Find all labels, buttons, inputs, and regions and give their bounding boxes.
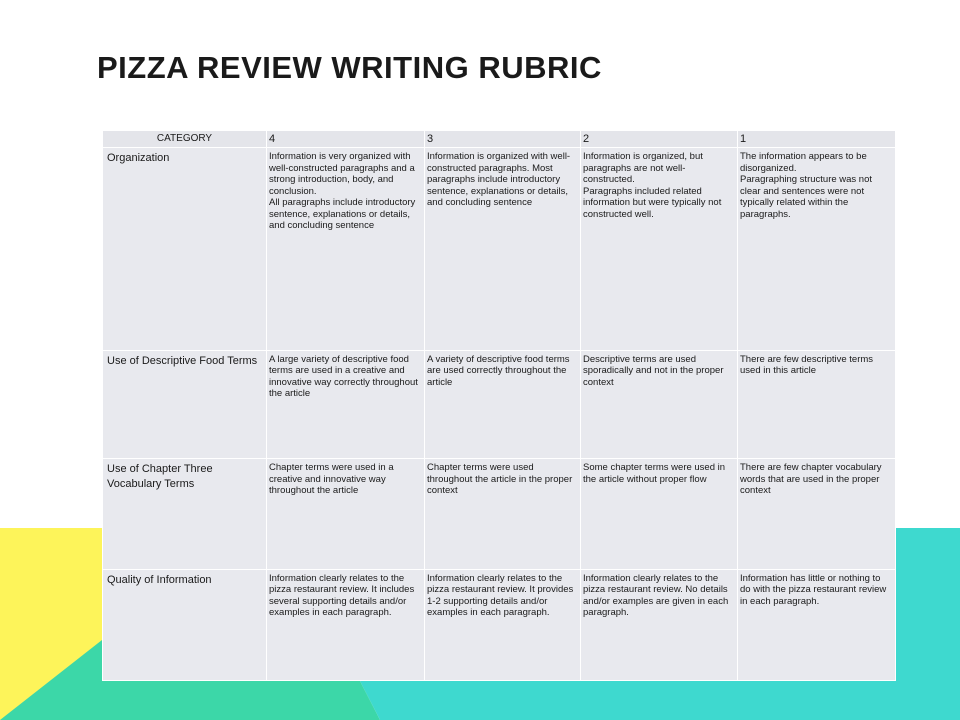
criteria-cell-4: A large variety of descriptive food terms are used in a creative and innovative way correctly throughout the article	[267, 350, 425, 458]
header-score-4: 4	[267, 131, 425, 148]
header-score-3: 3	[425, 131, 581, 148]
criteria-cell-4: Information clearly relates to the pizza restaurant review. It includes several supporting details and/or examples in each paragraph.	[267, 569, 425, 680]
category-cell: Use of Descriptive Food Terms	[103, 350, 267, 458]
header-score-1: 1	[738, 131, 896, 148]
criteria-cell-3: Information is organized with well-constructed paragraphs. Most paragraphs include introductory sentence, explanations or details, and concluding sentence	[425, 148, 581, 351]
rubric-table	[102, 130, 896, 681]
criteria-cell-4: Chapter terms were used in a creative and innovative way throughout the article	[267, 459, 425, 569]
category-cell: Quality of Information	[103, 569, 267, 680]
header-score-2: 2	[581, 131, 738, 148]
criteria-cell-3: Information clearly relates to the pizza restaurant review. It provides 1-2 supporting details and/or examples in each paragraph.	[425, 569, 581, 680]
criteria-cell-2: Information is organized, but paragraphs are not well-constructed. Paragraphs included related information but were typically not constructed well.	[581, 148, 738, 351]
criteria-cell-2: Information clearly relates to the pizza restaurant review. No details and/or examples are given in each paragraph.	[581, 569, 738, 680]
rubric-header-row	[103, 131, 896, 148]
rubric-row-organization	[103, 148, 896, 351]
criteria-cell-4: Information is very organized with well-constructed paragraphs and a strong introduction, body, and conclusion. All paragraphs include introductory sentence, explanations or details, and concluding sentence	[267, 148, 425, 351]
rubric-row-quality	[103, 569, 896, 680]
criteria-cell-1: Information has little or nothing to do with the pizza restaurant review in each paragraph.	[738, 569, 896, 680]
criteria-cell-3: Chapter terms were used throughout the article in the proper context	[425, 459, 581, 569]
criteria-cell-2: Some chapter terms were used in the article without proper flow	[581, 459, 738, 569]
page-title: PIZZA REVIEW WRITING RUBRIC	[97, 50, 602, 85]
teal-accent-bottom	[360, 681, 895, 720]
criteria-cell-2: Descriptive terms are used sporadically and not in the proper context	[581, 350, 738, 458]
criteria-cell-1: The information appears to be disorganized. Paragraphing structure was not clear and sentences were not typically related within the paragraphs.	[738, 148, 896, 351]
category-cell: Organization	[103, 148, 267, 351]
rubric-row-vocabulary	[103, 459, 896, 569]
teal-accent-shape	[895, 528, 960, 720]
rubric-row-descriptive-terms	[103, 350, 896, 458]
criteria-cell-1: There are few descriptive terms used in this article	[738, 350, 896, 458]
criteria-cell-3: A variety of descriptive food terms are used correctly throughout the article	[425, 350, 581, 458]
criteria-cell-1: There are few chapter vocabulary words that are used in the proper context	[738, 459, 896, 569]
green-accent-bottom	[102, 681, 380, 720]
category-cell: Use of Chapter Three Vocabulary Terms	[103, 459, 267, 569]
header-category: CATEGORY	[103, 131, 267, 148]
